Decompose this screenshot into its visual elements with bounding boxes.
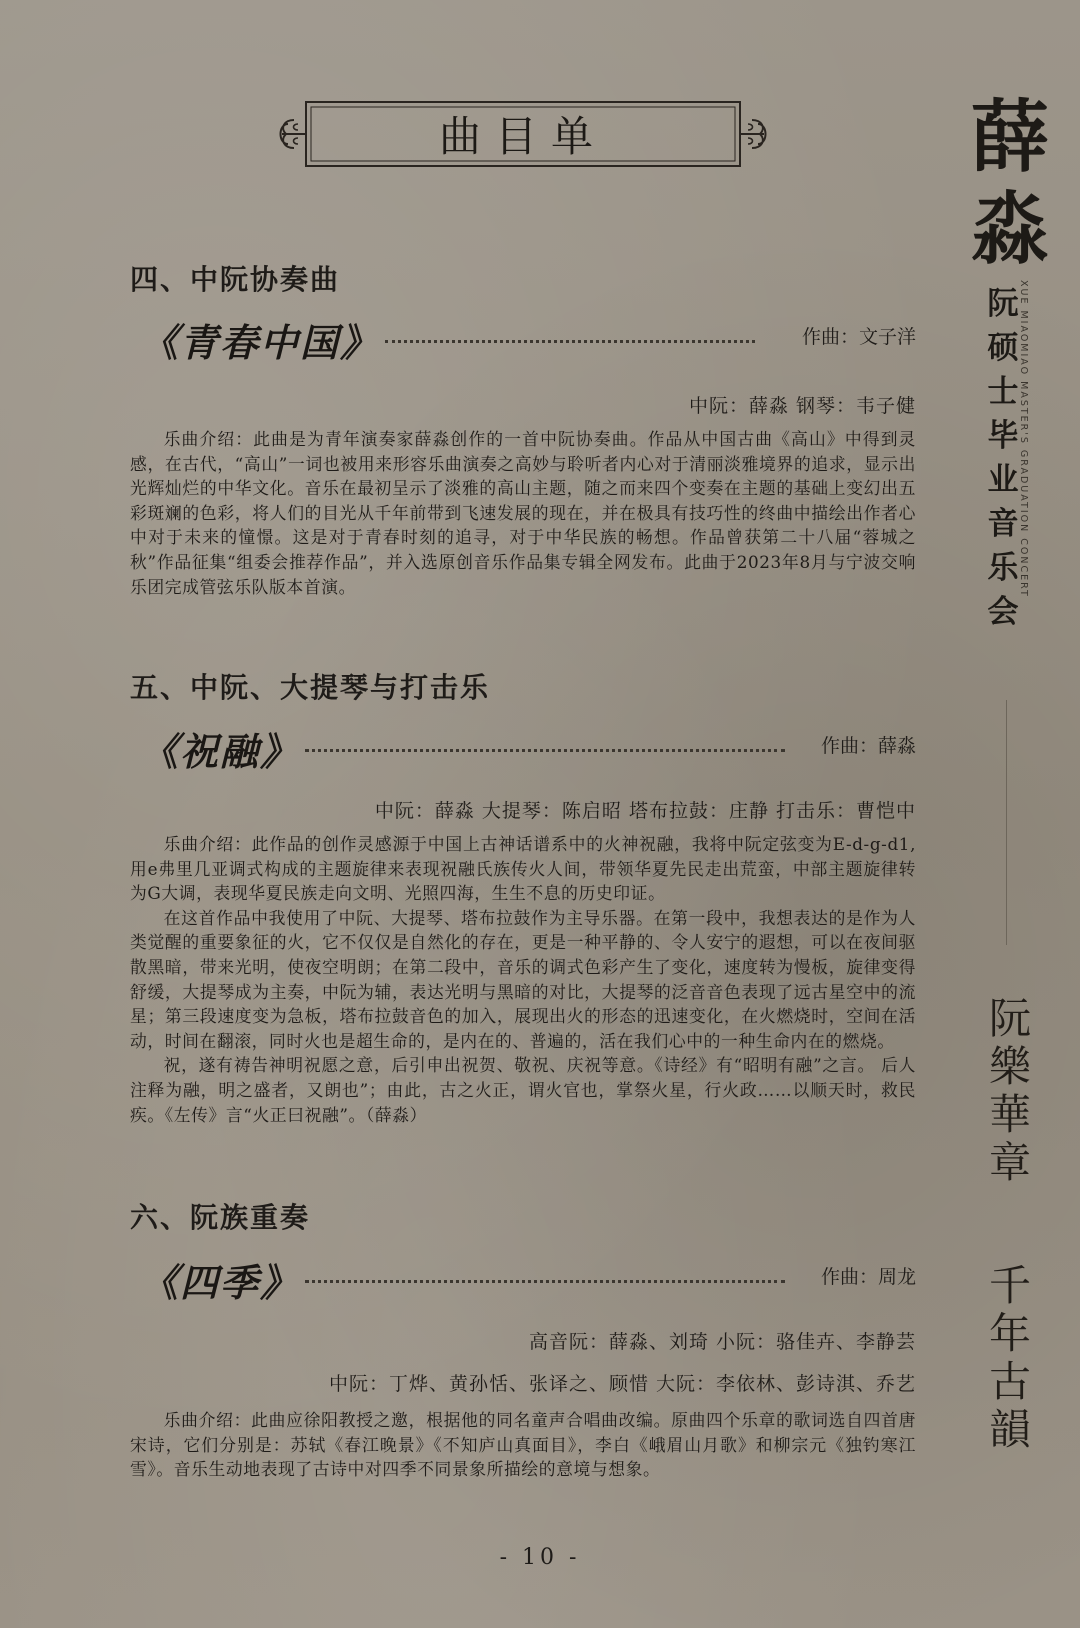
description-paragraph: 乐曲介绍：此曲是为青年演奏家薛淼创作的一首中阮协奏曲。作品从中国古曲《高山》中得到灵感，在古代，“高山”一词也被用来形容乐曲演奏之高妙与聆听者内心对于清丽淡雅境界的追求，显示出光辉灿烂的中华文化。音乐在最初呈示了淡雅的高山主题，随之而来四个变奏在主题的基础上变幻出五彩斑斓的色彩，将人们的目光从千年前带到飞速发展的现在，并在极具有技巧性的终曲中描绘出作者心中对于未来的憧憬。这是对于青春时刻的追寻，对于中华民族的畅想。作品曾获第二十八届“蓉城之秋”作品征集“组委会推荐作品”，并入选原创音乐作品集专辑全网发布。此曲于2023年8月与宁波交响乐团完成管弦乐队版本首演。 <box>130 429 916 597</box>
composer-credit: 作曲：薛淼 <box>820 735 916 757</box>
subtitle-char: 音 <box>987 506 1019 542</box>
performers-line: 中阮：薛淼 钢琴：韦子健 <box>688 395 916 417</box>
composer-credit: 作曲：文子洋 <box>801 326 916 348</box>
section-heading: 五、中阮、大提琴与打击乐 <box>130 671 491 704</box>
callig-char: 古 <box>988 1357 1031 1406</box>
leader-dots <box>305 1278 785 1283</box>
name-char: 薛 <box>970 92 1049 183</box>
subtitle-char: 硕 <box>987 330 1019 366</box>
callig-char: 章 <box>988 1138 1031 1187</box>
calligraphy-phrase-1 <box>985 995 1035 1187</box>
piece-title-row <box>130 312 916 365</box>
title-banner <box>278 100 768 168</box>
page-number: - 10 - <box>499 1545 581 1570</box>
vertical-divider <box>1006 700 1007 945</box>
piece-title: 《青春中国》 <box>140 320 381 365</box>
leader-dots <box>385 338 755 343</box>
subtitle-char: 阮 <box>987 286 1019 322</box>
leader-dots <box>305 747 785 752</box>
description-paragraph: 乐曲介绍：此曲应徐阳教授之邀，根据他的同名童声合唱曲改编。原曲四个乐章的歌词选自四首唐宋诗，它们分别是：苏轼《春江晚景》《不知庐山真面目》，李白《峨眉山月歌》和柳宗元《独钓寒江雪》。音乐生动地表现了古诗中对四季不同景象所描绘的意境与想象。 <box>130 1410 916 1480</box>
callig-char: 華 <box>988 1090 1031 1139</box>
banner-title: 曲目单 <box>438 112 607 161</box>
piece-description <box>130 427 916 599</box>
callig-char: 阮 <box>988 994 1031 1043</box>
subtitle-char: 乐 <box>987 550 1019 586</box>
composer-credit: 作曲：周龙 <box>820 1266 916 1288</box>
description-paragraph: 乐曲介绍：此作品的创作灵感源于中国上古神话谱系中的火神祝融，我将中阮定弦变为E-d-g-d1,用e弗里几亚调式构成的主题旋律来表现祝融氏族传火人间，带领华夏先民走出荒蛮，中部主题旋律转为G大调，表现华夏民族走向文明、光照四海，生生不息的历史印证。 <box>130 834 916 904</box>
piece-title: 《四季》 <box>140 1260 301 1305</box>
subtitle-char: 业 <box>987 462 1019 498</box>
subtitle-char: 会 <box>987 594 1019 630</box>
piece-title-row <box>130 721 916 774</box>
description-paragraph: 祝，遂有祷告神明祝愿之意，后引申出祝贺、敬祝、庆祝等意。《诗经》有“昭明有融”之言。 后人注释为融，明之盛者，又朗也”；由此，古之火正，谓火官也，掌祭火星，行火政……以顺天时，救民疾。《左传》言“火正曰祝融”。（薛淼） <box>130 1055 916 1125</box>
subtitle-char: 士 <box>987 374 1019 410</box>
calligraphy-phrase-2 <box>985 1262 1035 1454</box>
piece-description <box>130 1408 916 1482</box>
performers-line: 中阮：丁烨、黄孙恬、张译之、顾惜 大阮：李依林、彭诗淇、乔艺 <box>328 1373 916 1395</box>
section-heading: 四、中阮协奏曲 <box>130 263 341 296</box>
callig-char: 韻 <box>988 1405 1031 1454</box>
callig-char: 年 <box>988 1309 1031 1358</box>
section-heading: 六、阮族重奏 <box>130 1201 311 1234</box>
performer-name <box>960 92 1060 276</box>
concert-english-title: XUE MIAOMIAO MASTER'S GRADUATION CONCERT <box>1018 280 1029 598</box>
description-paragraph: 在这首作品中我使用了中阮、大提琴、塔布拉鼓作为主导乐器。在第一段中，我想表达的是作为人类觉醒的重要象征的火，它不仅仅是自然化的存在，更是一种平静的、令人安宁的遐想，可以在夜间驱散黑暗，带来光明，使夜空明朗；在第二段中，音乐的调式色彩产生了变化，速度转为慢板，旋律变得舒缓，大提琴成为主奏，中阮为辅，表达光明与黑暗的对比，大提琴的泛音音色表现了远古星空中的流星；第三段速度变为急板，塔布拉鼓音色的加入，展现出火的形态的迅速变化，在火燃烧时，空间在活动，时间在翻滚，同时火也是超生命的，是内在的、普遍的，活在我们心中的一种生命内在的燃烧。 <box>130 907 916 1051</box>
subtitle-char: 毕 <box>987 418 1019 454</box>
name-char: 淼 <box>970 184 1049 275</box>
piece-title: 《祝融》 <box>140 729 301 774</box>
performers-line: 中阮：薛淼 大提琴：陈启昭 塔布拉鼓：庄静 打击乐：曹恺中 <box>374 800 916 822</box>
piece-title-row <box>130 1252 916 1305</box>
piece-description <box>130 832 916 1127</box>
callig-char: 千 <box>988 1261 1031 1310</box>
callig-char: 樂 <box>988 1042 1031 1091</box>
performers-line: 高音阮：薛淼、刘琦 小阮：骆佳卉、李静芸 <box>528 1331 916 1353</box>
